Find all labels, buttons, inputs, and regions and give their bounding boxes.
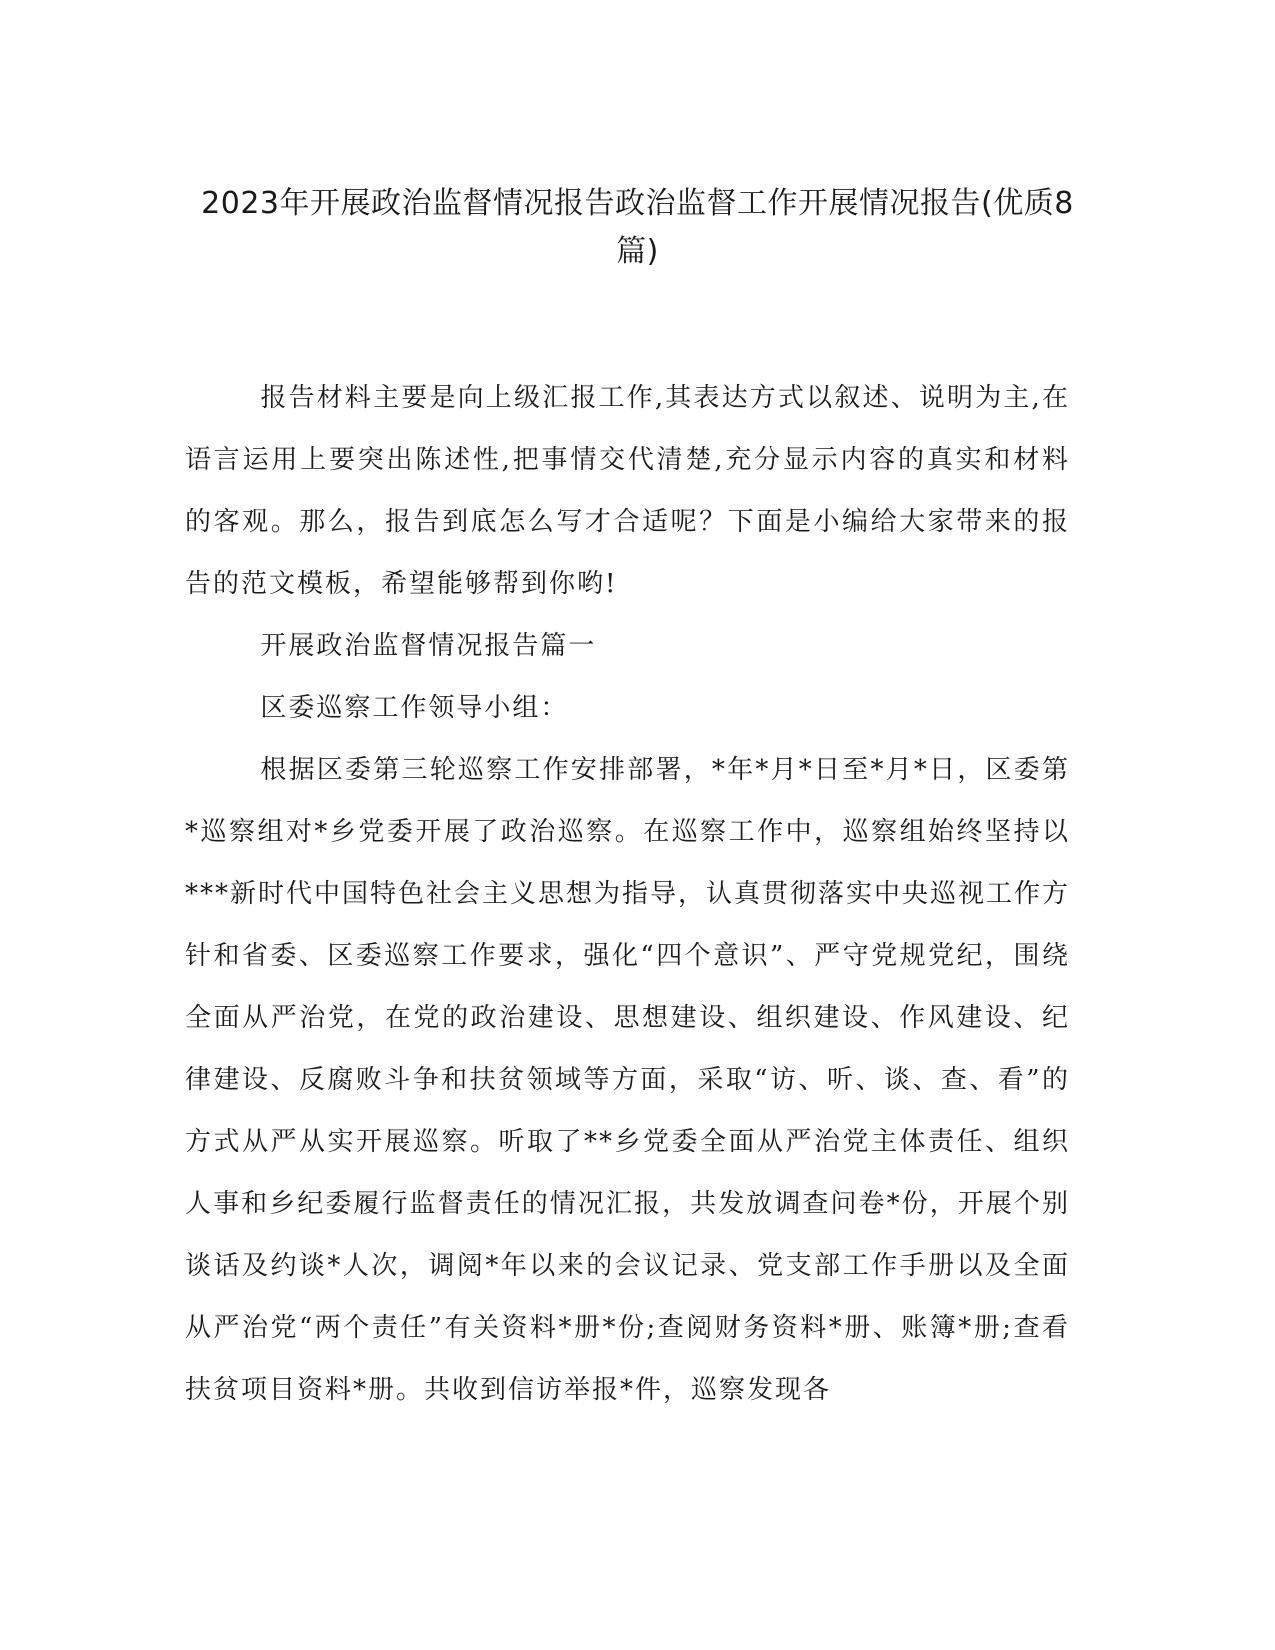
document-body (185, 367, 1070, 1421)
document-title: 2023年开展政治监督情况报告政治监督工作开展情况报告(优质8篇) (201, 186, 1074, 269)
section-heading: 开展政治监督情况报告篇一 (260, 631, 597, 661)
main-paragraph: 根据区委第三轮巡察工作安排部署，*年*月*日至*月*日，区委第*巡察组对*乡党委开展了政治巡察。在巡察工作中，巡察组始终坚持以***新时代中国特色社会主义思想为指导，认真贯彻落实中央巡视工作方针和省委、区委巡察工作要求，强化“四个意识”、严守党规党纪，围绕全面从严治党，在党的政治建设、思想建设、组织建设、作风建设、纪律建设、反腐败斗争和扶贫领域等方面，采取“访、听、谈、查、看”的方式从严从实开展巡察。听取了**乡党委全面从严治党主体责任、组织人事和乡纪委履行监督责任的情况汇报，共发放调查问卷*份，开展个别谈话及约谈*人次，调阅*年以来的会议记录、党支部工作手册以及全面从严治党“两个责任”有关资料*册*份;查阅财务资料*册、账簿*册;查看扶贫项目资料*册。共收到信访举报*件，巡察发现各 (185, 755, 1071, 1405)
salutation: 区委巡察工作领导小组： (260, 693, 569, 723)
intro-paragraph: 报告材料主要是向上级汇报工作,其表达方式以叙述、说明为主,在语言运用上要突出陈述性,把事情交代清楚,充分显示内容的真实和材料的客观。那么，报告到底怎么写才合适呢？下面是小编给大家带来的报告的范文模板，希望能够帮到你哟! (185, 383, 1070, 599)
